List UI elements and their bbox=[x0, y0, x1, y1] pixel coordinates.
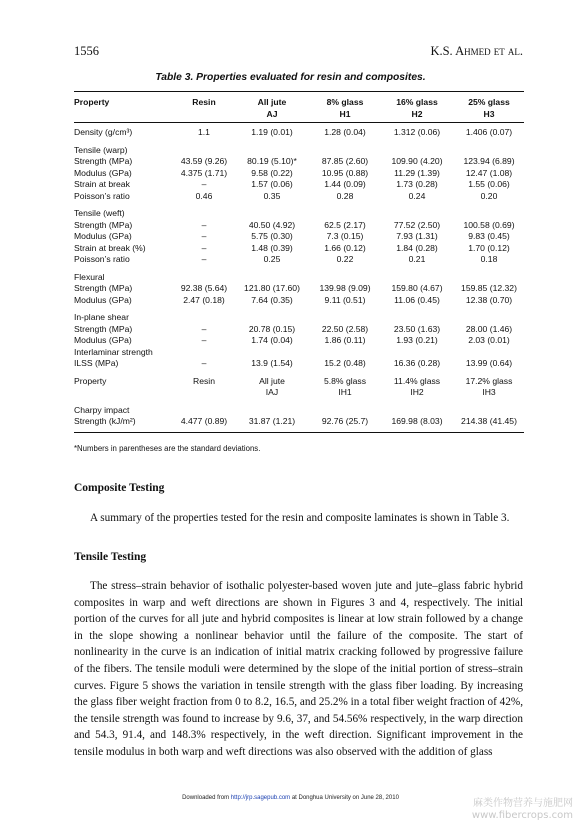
value-cell: 7.64 (0.35) bbox=[251, 294, 293, 305]
value-cell bbox=[454, 347, 524, 359]
heading-composite-testing: Composite Testing bbox=[74, 482, 165, 494]
value-cell: 77.52 (2.50) bbox=[393, 219, 441, 230]
value-cell bbox=[380, 347, 454, 359]
table-caption: Table 3. Properties evaluated for resin and composites. bbox=[155, 72, 426, 83]
value-cell: 4.375 (1.71) bbox=[180, 167, 228, 178]
value-cell: 1.73 (0.28) bbox=[396, 179, 438, 189]
value-cell: 16.36 (0.28) bbox=[393, 358, 441, 368]
paragraph-tensile-testing: The stress–strain behavior of isothalic polyester-based woven jute and jute–glass fabric hybrid composites in warp and weft directions are shown in Figures 3 and 4, respectively. The initial portion of the curves for all jute and hybrid composites is linear at low strain followed by a change in the slope showing a nonlinear behavior until the failure of the composite. The start of nonlinearity in the curve is an indication of initial matrix cracking followed by progressive failure of the fibers. The tensile moduli were determined by the slope of the initial portion of stress–strain curves. Figure 5 shows the variation in tensile strength with the glass fiber loading. By increasing the glass fiber weight fraction from 0 to 8.2, 16.5, and 25.2% in a total fiber weight fraction of 42%, the tensile strength was found to increase by 9.6, 37, and 54.56% respectively, in the warp direction and 54.3, 91.4, and 148.3% respectively, in the weft direction. Significant improvement in the tensile modulus in both warp and weft directions was also observed with the addition of glass bbox=[74, 580, 523, 758]
value-cell bbox=[380, 405, 454, 417]
table-row bbox=[74, 254, 524, 266]
value-cell: 11.29 (1.39) bbox=[394, 167, 440, 178]
value-cell bbox=[234, 272, 310, 284]
value-cell: 12.38 (0.70) bbox=[465, 294, 513, 305]
subheader-cell bbox=[174, 376, 234, 399]
table-row bbox=[74, 347, 524, 359]
subheader-line-1: Resin bbox=[193, 375, 215, 386]
value-cell: 1.406 (0.07) bbox=[465, 127, 513, 137]
table-row bbox=[74, 220, 524, 232]
value-cell bbox=[234, 208, 310, 220]
value-cell bbox=[380, 312, 454, 324]
value-cell bbox=[454, 208, 524, 220]
header-line-1: All jute bbox=[257, 97, 287, 107]
value-cell: 1.55 (0.06) bbox=[468, 179, 510, 189]
table-row bbox=[74, 335, 524, 347]
watermark-line-2: www.fibercrops.com bbox=[471, 810, 573, 821]
header-line-1: Property bbox=[74, 97, 110, 107]
subheader-line-1: 11.4% glass bbox=[393, 375, 441, 386]
table-row bbox=[74, 179, 524, 191]
table-row bbox=[74, 376, 524, 399]
value-cell bbox=[310, 145, 380, 157]
property-label: Modulus (GPa) bbox=[74, 231, 132, 241]
header-line-2: H2 bbox=[411, 108, 423, 119]
table-row bbox=[74, 231, 524, 243]
value-cell: 1.93 (0.21) bbox=[396, 335, 438, 345]
value-cell: – bbox=[201, 358, 207, 368]
bottom-rule bbox=[74, 428, 524, 433]
value-cell bbox=[454, 405, 524, 417]
value-cell: 1.84 (0.28) bbox=[396, 242, 438, 253]
property-label: ILSS (MPa) bbox=[74, 358, 119, 368]
table-row bbox=[74, 191, 524, 203]
table-row bbox=[74, 312, 524, 324]
value-cell: 121.80 (17.60) bbox=[244, 283, 300, 293]
value-cell: 2.47 (0.18) bbox=[183, 294, 225, 305]
value-cell bbox=[454, 312, 524, 324]
table-row bbox=[74, 168, 524, 180]
table-row bbox=[74, 405, 524, 417]
value-cell bbox=[310, 347, 380, 359]
value-cell bbox=[454, 145, 524, 157]
value-cell: 169.98 (8.03) bbox=[391, 416, 443, 426]
property-label: Strain at break bbox=[74, 179, 130, 189]
value-cell: 1.19 (0.01) bbox=[251, 127, 293, 137]
header-line-2: H3 bbox=[483, 108, 495, 119]
property-label: Poisson’s ratio bbox=[74, 254, 130, 264]
property-label: Strain at break (%) bbox=[74, 242, 146, 253]
table-row bbox=[74, 127, 524, 139]
value-cell: 159.85 (12.32) bbox=[461, 283, 517, 293]
value-cell bbox=[174, 272, 234, 284]
property-label: Strength (MPa) bbox=[74, 323, 133, 334]
value-cell bbox=[174, 405, 234, 417]
table-row bbox=[74, 358, 524, 370]
value-cell: 5.75 (0.30) bbox=[251, 231, 293, 241]
property-label: Strength (MPa) bbox=[74, 156, 133, 166]
header-cell bbox=[310, 97, 380, 123]
value-cell bbox=[174, 145, 234, 157]
value-cell: 1.312 (0.06) bbox=[393, 127, 441, 137]
value-cell bbox=[234, 405, 310, 417]
value-cell: 23.50 (1.63) bbox=[393, 323, 441, 334]
value-cell: 214.38 (41.45) bbox=[461, 416, 517, 426]
value-cell: 13.9 (1.54) bbox=[251, 358, 293, 368]
value-cell bbox=[174, 208, 234, 220]
header-line-2 bbox=[174, 109, 234, 121]
value-cell: 80.19 (5.10)* bbox=[247, 156, 297, 166]
value-cell: 0.20 bbox=[480, 190, 498, 201]
value-cell bbox=[234, 145, 310, 157]
property-label: Strength (MPa) bbox=[74, 219, 133, 230]
property-label: Tensile (weft) bbox=[74, 208, 125, 218]
value-cell: 2.03 (0.01) bbox=[468, 335, 510, 345]
subheader-line-2: IH3 bbox=[482, 387, 496, 397]
header-line-2: H1 bbox=[339, 108, 351, 119]
watermark bbox=[472, 798, 573, 822]
download-suffix: at Donghua University on June 28, 2010 bbox=[291, 795, 399, 801]
value-cell: 28.00 (1.46) bbox=[465, 323, 513, 334]
value-cell: 100.58 (0.69) bbox=[463, 219, 515, 230]
value-cell bbox=[380, 208, 454, 220]
value-cell: 9.83 (0.45) bbox=[468, 231, 510, 241]
header-line-1: 8% glass bbox=[326, 97, 364, 107]
subheader-cell bbox=[234, 376, 310, 399]
value-cell bbox=[310, 312, 380, 324]
table-row bbox=[74, 283, 524, 295]
value-cell: 9.11 (0.51) bbox=[324, 294, 366, 305]
value-cell: 159.80 (4.67) bbox=[391, 283, 443, 293]
header-cell bbox=[454, 97, 524, 123]
table-row bbox=[74, 416, 524, 428]
value-cell: 1.44 (0.09) bbox=[324, 179, 366, 189]
header-cell bbox=[174, 97, 234, 123]
subheader-cell bbox=[74, 376, 174, 399]
value-cell: 4.477 (0.89) bbox=[180, 416, 228, 426]
value-cell: 139.98 (9.09) bbox=[319, 283, 371, 293]
value-cell: 11.06 (0.45) bbox=[394, 294, 440, 305]
value-cell: – bbox=[201, 242, 207, 253]
property-label: Strength (MPa) bbox=[74, 283, 133, 293]
table-footnote: *Numbers in parentheses are the standard deviations. bbox=[74, 444, 261, 453]
header-line-1: 25% glass bbox=[468, 97, 510, 107]
value-cell: 7.3 (0.15) bbox=[326, 231, 364, 241]
property-label: Modulus (GPa) bbox=[74, 167, 132, 178]
table-row bbox=[74, 295, 524, 307]
value-cell: 92.76 (25.7) bbox=[321, 416, 369, 426]
value-cell: 62.5 (2.17) bbox=[324, 219, 366, 230]
value-cell: 0.21 bbox=[408, 254, 426, 264]
subheader-line-1: All jute bbox=[259, 375, 285, 386]
header-cell bbox=[234, 97, 310, 123]
table-row bbox=[74, 208, 524, 220]
subheader-cell bbox=[380, 376, 454, 399]
value-cell: 7.93 (1.31) bbox=[396, 231, 438, 241]
value-cell: 1.48 (0.39) bbox=[251, 242, 293, 253]
header-line-1: Resin bbox=[192, 97, 216, 107]
subheader-line-1: 17.2% glass bbox=[465, 375, 513, 386]
value-cell: 92.38 (5.64) bbox=[180, 283, 228, 293]
value-cell: 1.57 (0.06) bbox=[251, 179, 293, 189]
subheader-line-1: 5.8% glass bbox=[323, 375, 367, 386]
subheader-cell bbox=[310, 376, 380, 399]
property-label: Charpy impact bbox=[74, 404, 130, 415]
subheader-cell bbox=[454, 376, 524, 399]
value-cell: 22.50 (2.58) bbox=[321, 323, 369, 334]
subheader-line-2: IAJ bbox=[265, 387, 279, 397]
value-cell: 9.58 (0.22) bbox=[251, 167, 293, 178]
value-cell: 43.59 (9.26) bbox=[180, 156, 228, 166]
running-head-text: K.S. Ahmed et al. bbox=[430, 44, 523, 58]
property-label: Strength (kJ/m²) bbox=[74, 416, 136, 426]
value-cell bbox=[234, 312, 310, 324]
subheader-line-2: IH1 bbox=[338, 387, 352, 397]
page-number: 1556 bbox=[74, 44, 99, 58]
subheader-line-2: IH2 bbox=[410, 387, 424, 397]
properties-table bbox=[74, 97, 524, 433]
value-cell: – bbox=[201, 219, 207, 230]
value-cell: 0.22 bbox=[336, 254, 354, 264]
header-cell bbox=[74, 97, 174, 123]
value-cell: 1.74 (0.04) bbox=[251, 335, 293, 345]
property-label: In-plane shear bbox=[74, 312, 129, 322]
table-row bbox=[74, 324, 524, 336]
value-cell: – bbox=[201, 323, 207, 334]
value-cell: 0.46 bbox=[195, 190, 213, 201]
value-cell: 0.35 bbox=[263, 190, 281, 201]
value-cell bbox=[174, 312, 234, 324]
table-header-row bbox=[74, 97, 524, 123]
value-cell: 20.78 (0.15) bbox=[248, 323, 296, 334]
value-cell: – bbox=[201, 254, 207, 264]
table-row bbox=[74, 145, 524, 157]
property-label: Flexural bbox=[74, 271, 105, 282]
value-cell: 109.90 (4.20) bbox=[391, 156, 443, 166]
value-cell: 40.50 (4.92) bbox=[248, 219, 296, 230]
value-cell: – bbox=[201, 335, 207, 345]
value-cell: 1.66 (0.12) bbox=[324, 242, 366, 253]
value-cell bbox=[310, 272, 380, 284]
value-cell: 1.28 (0.04) bbox=[324, 127, 366, 137]
watermark-line-1: 麻类作物营养与施肥网 bbox=[473, 798, 573, 809]
value-cell bbox=[380, 272, 454, 284]
value-cell bbox=[234, 347, 310, 359]
subheader-line-1: Property bbox=[74, 375, 107, 386]
heading-tensile-testing: Tensile Testing bbox=[74, 551, 147, 563]
table-top-rule bbox=[74, 91, 524, 92]
header-line-2 bbox=[74, 109, 174, 121]
value-cell: 0.24 bbox=[408, 190, 426, 201]
value-cell bbox=[310, 208, 380, 220]
value-cell bbox=[454, 272, 524, 284]
table-row bbox=[74, 243, 524, 255]
property-label: Interlaminar strength bbox=[74, 346, 153, 357]
table-row bbox=[74, 156, 524, 168]
value-cell: 1.1 bbox=[198, 127, 210, 137]
value-cell: 87.85 (2.60) bbox=[321, 156, 369, 166]
running-head bbox=[430, 44, 523, 59]
value-cell: 1.70 (0.12) bbox=[468, 242, 510, 253]
value-cell: 123.94 (6.89) bbox=[463, 156, 515, 166]
property-label: Modulus (GPa) bbox=[74, 294, 132, 305]
property-label: Tensile (warp) bbox=[74, 144, 128, 155]
value-cell: 10.95 (0.88) bbox=[321, 167, 369, 178]
table-row bbox=[74, 272, 524, 284]
value-cell: 1.86 (0.11) bbox=[324, 335, 366, 345]
download-prefix: Downloaded from bbox=[182, 795, 230, 801]
value-cell: 15.2 (0.48) bbox=[324, 358, 366, 368]
value-cell: 13.99 (0.64) bbox=[465, 358, 513, 368]
value-cell: 0.25 bbox=[263, 254, 281, 264]
value-cell bbox=[174, 347, 234, 359]
header-line-2: AJ bbox=[266, 108, 278, 119]
value-cell bbox=[380, 145, 454, 157]
value-cell: 0.18 bbox=[480, 254, 498, 264]
header-cell bbox=[380, 97, 454, 123]
property-label: Density (g/cm³) bbox=[74, 127, 133, 137]
value-cell: 31.87 (1.21) bbox=[248, 416, 296, 426]
value-cell bbox=[310, 405, 380, 417]
value-cell: 0.28 bbox=[336, 190, 354, 201]
property-label: Poisson’s ratio bbox=[74, 190, 130, 201]
download-link[interactable]: http://jrp.sagepub.com bbox=[230, 795, 291, 801]
value-cell: 12.47 (1.08) bbox=[465, 167, 513, 178]
bottom-rule-row bbox=[74, 428, 524, 433]
paragraph-composite-testing: A summary of the properties tested for the resin and composite laminates is shown in Table 3. bbox=[90, 512, 510, 524]
value-cell: – bbox=[201, 179, 207, 189]
header-line-1: 16% glass bbox=[396, 97, 438, 107]
value-cell: – bbox=[201, 231, 207, 241]
property-label: Modulus (GPa) bbox=[74, 335, 132, 345]
